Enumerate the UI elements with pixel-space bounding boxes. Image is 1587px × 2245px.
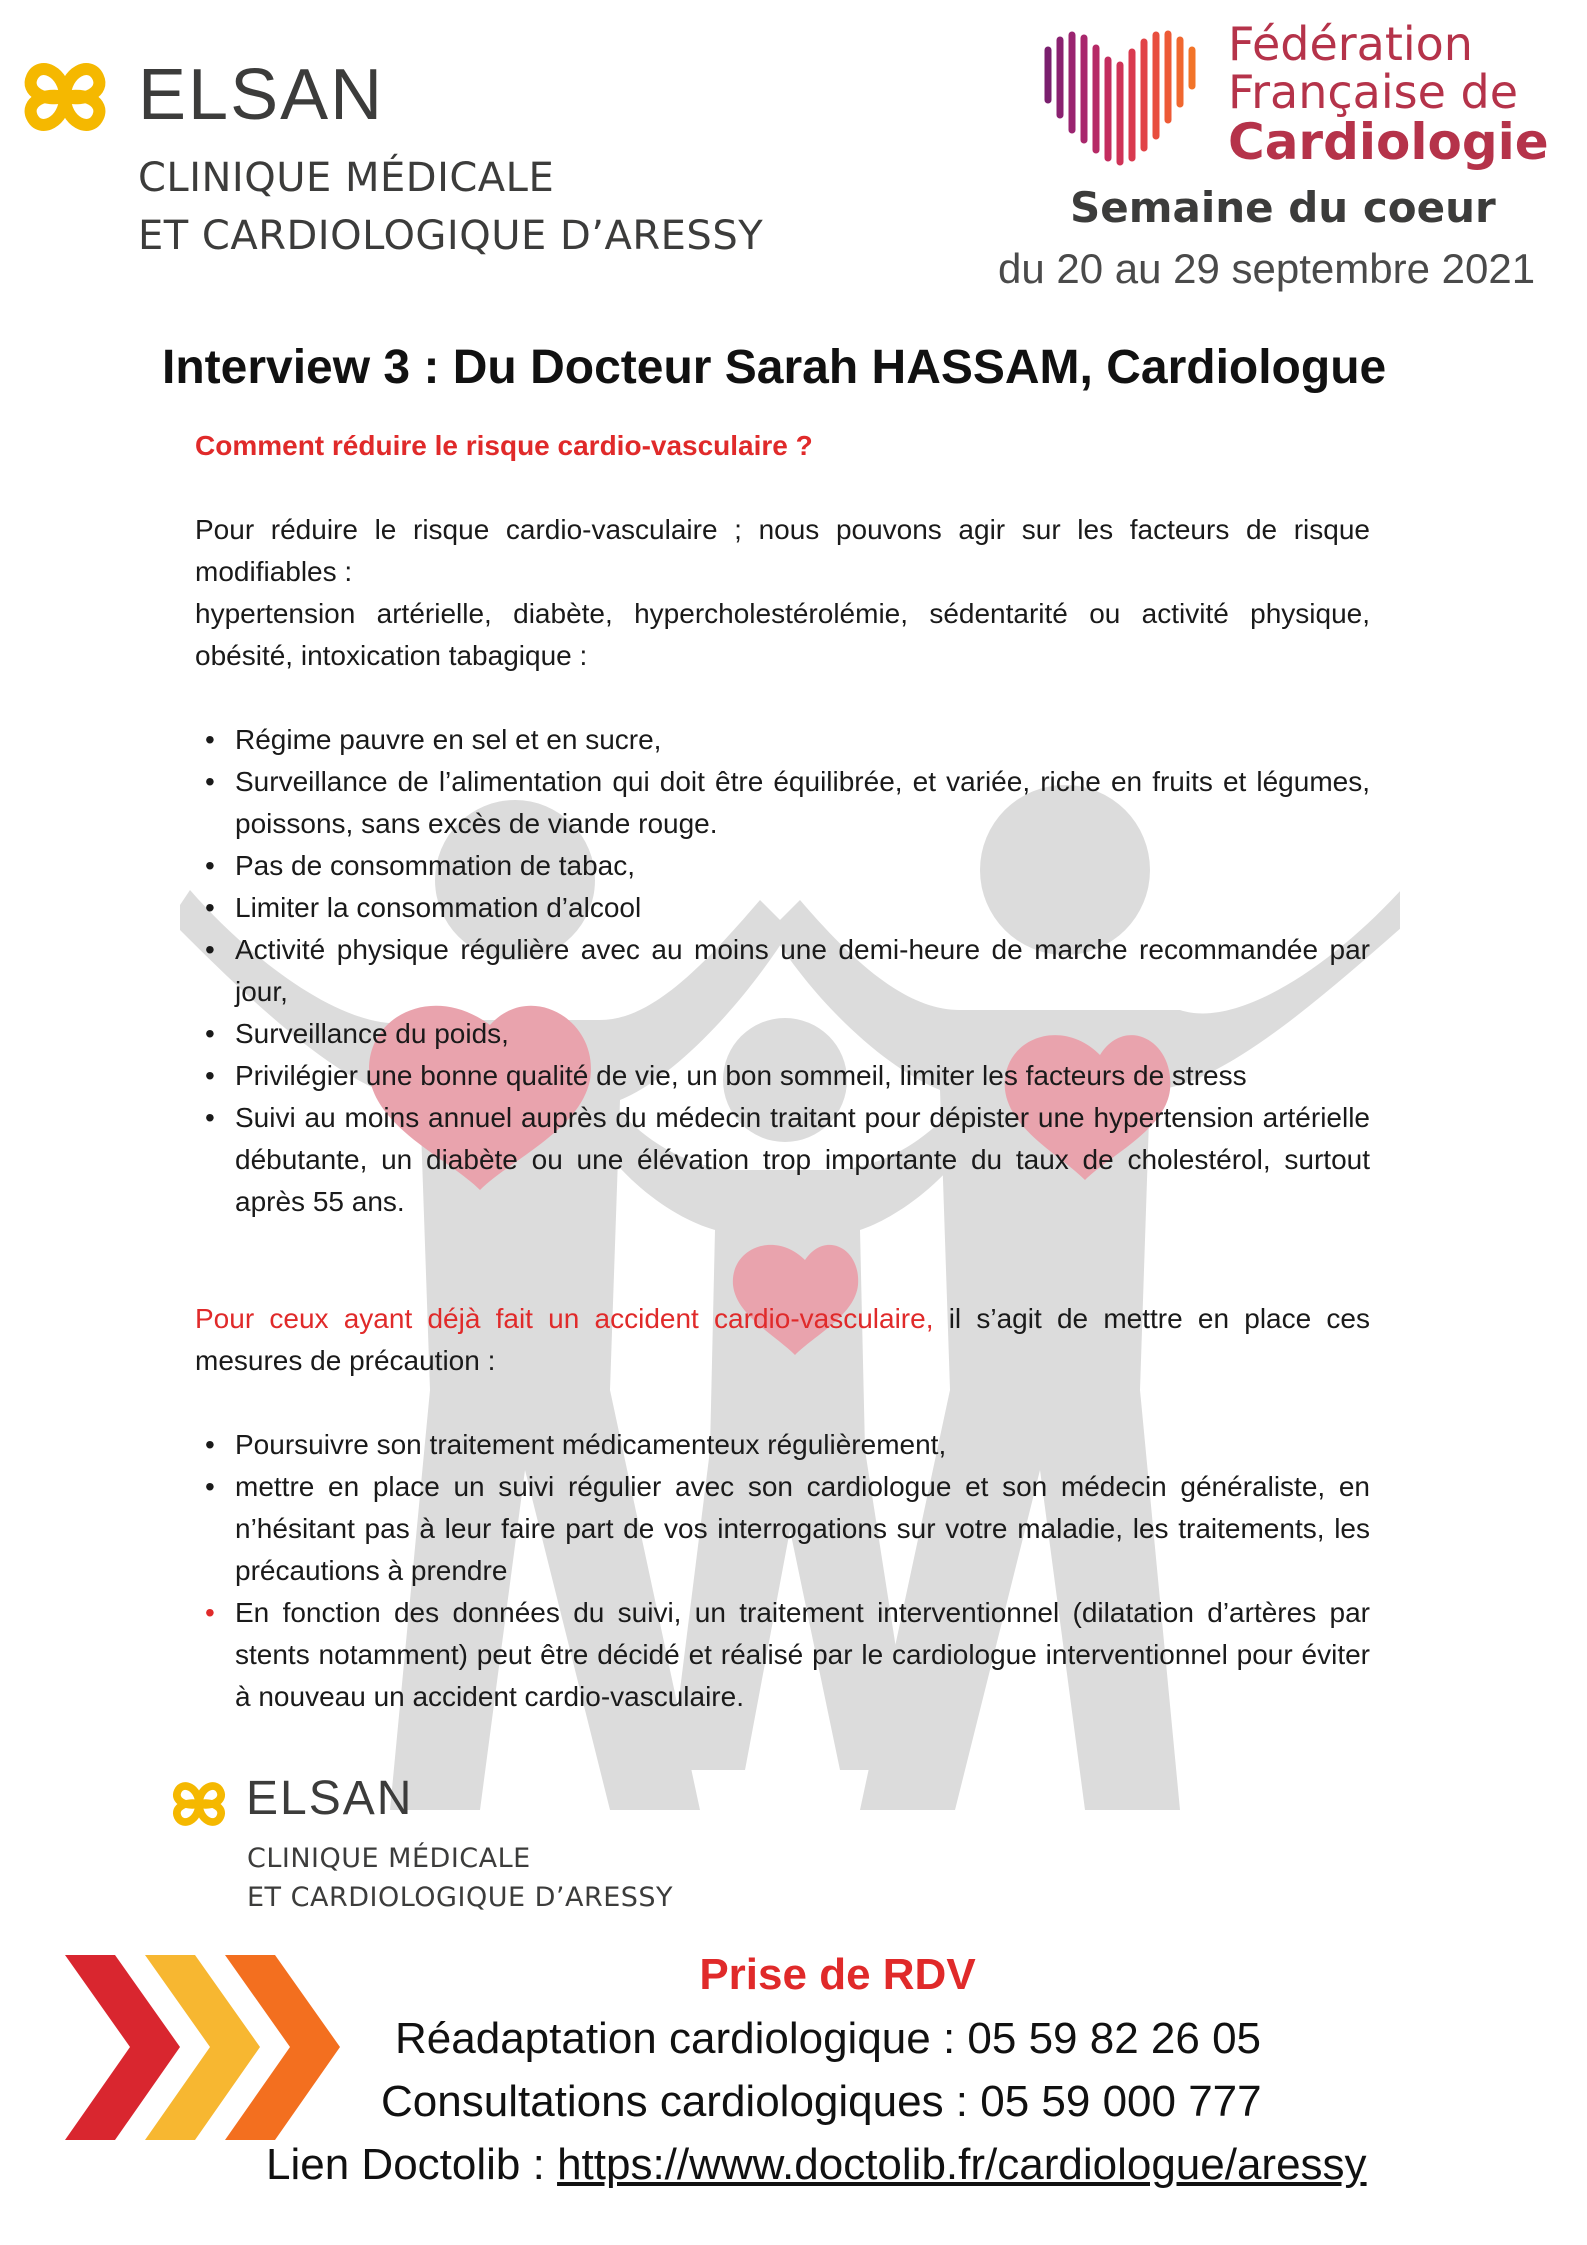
list-item: • En fonction des données du suivi, un traitement interventionnel (dilatation d’artères par stents notamment) peut être décidé et réalisé par le cardiologue interventionnel pour éviter à nouveau un accident cardio-vasculaire. [205,1597,1370,1712]
clinic-name-line2: ET CARDIOLOGIQUE D’ARESSY [138,213,764,259]
rdv-readaptation-phone: Réadaptation cardiologique : 05 59 82 26 05 [395,2014,1262,2063]
ffc-name-line1: Fédération [1228,17,1473,71]
ffc-logo [1040,20,1215,175]
rdv-title: Prise de RDV [699,1950,976,1999]
clinic-name-footer-line2: ET CARDIOLOGIQUE D’ARESSY [247,1882,674,1913]
elsan-mark-icon [20,52,110,142]
secondary-prevention-list [195,1424,1370,1718]
list-item: • Activité physique régulière avec au moins une demi-heure de marche recommandée par jour, [205,934,1370,1007]
doctolib-label: Lien Doctolib : [266,2140,558,2189]
elsan-brand-footer: ELSAN [246,1772,414,1825]
list-item: • Poursuivre son traitement médicamenteux régulièrement, [205,1429,947,1460]
clinic-name-line1: CLINIQUE MÉDICALE [138,155,555,201]
question-heading: Comment réduire le risque cardio-vasculaire ? [195,430,813,461]
list-item: • Pas de consommation de tabac, [205,850,636,881]
event-title: Semaine du coeur [1070,183,1496,232]
clinic-name-footer-line1: CLINIQUE MÉDICALE [247,1843,531,1874]
rdv-consultations-phone: Consultations cardiologiques : 05 59 000 777 [381,2077,1262,2126]
ffc-name-line3: Cardiologie [1228,113,1549,171]
list-item: • mettre en place un suivi régulier avec son cardiologue et son médecin généraliste, en n’hésitant pas à leur faire part de vos interrogations sur votre maladie, les traitements, les précautions à prendre [205,1471,1370,1586]
list-item: • Surveillance du poids, [205,1018,509,1049]
interview-body [195,425,1370,1718]
list-item: • Limiter la consommation d’alcool [205,892,642,923]
intro-paragraph-2: hypertension artérielle, diabète, hypercholestérolémie, sédentarité ou activité physique, obésité, intoxication tabagique : [195,598,1370,671]
elsan-brand: ELSAN [138,55,385,135]
list-item: • Suivi au moins annuel auprès du médecin traitant pour dépister une hypertension artérielle débutante, un diabète ou une élévation trop importante du taux de cholestérol, surtout après 55 ans. [205,1102,1370,1217]
ffc-heart-bars-icon [1040,20,1215,170]
list-item: • Régime pauvre en sel et en sucre, [205,724,662,755]
doctolib-link[interactable]: https://www.doctolib.fr/cardiologue/aressy [557,2140,1367,2189]
secondary-prevention-intro: Pour ceux ayant déjà fait un accident cardio-vasculaire, il s’agit de mettre en place ces mesures de précaution : [195,1303,1370,1376]
event-dates: du 20 au 29 septembre 2021 [998,245,1536,292]
list-item: • Privilégier une bonne qualité de vie, un bon sommeil, limiter les facteurs de stress [205,1060,1247,1091]
intro-paragraph-1: Pour réduire le risque cardio-vasculaire ; nous pouvons agir sur les facteurs de risque modifiables : [195,514,1370,587]
interview-title: Interview 3 : Du Docteur Sarah HASSAM, Cardiologue [162,341,1387,394]
ffc-name-line2: Française de [1228,65,1519,119]
elsan-mark-icon [170,1775,228,1833]
doctolib-line [266,2140,1367,2190]
list-item: • Surveillance de l’alimentation qui doit être équilibrée, et variée, riche en fruits et légumes, poissons, sans excès de viande rouge. [205,766,1370,839]
prevention-list [195,719,1370,1223]
